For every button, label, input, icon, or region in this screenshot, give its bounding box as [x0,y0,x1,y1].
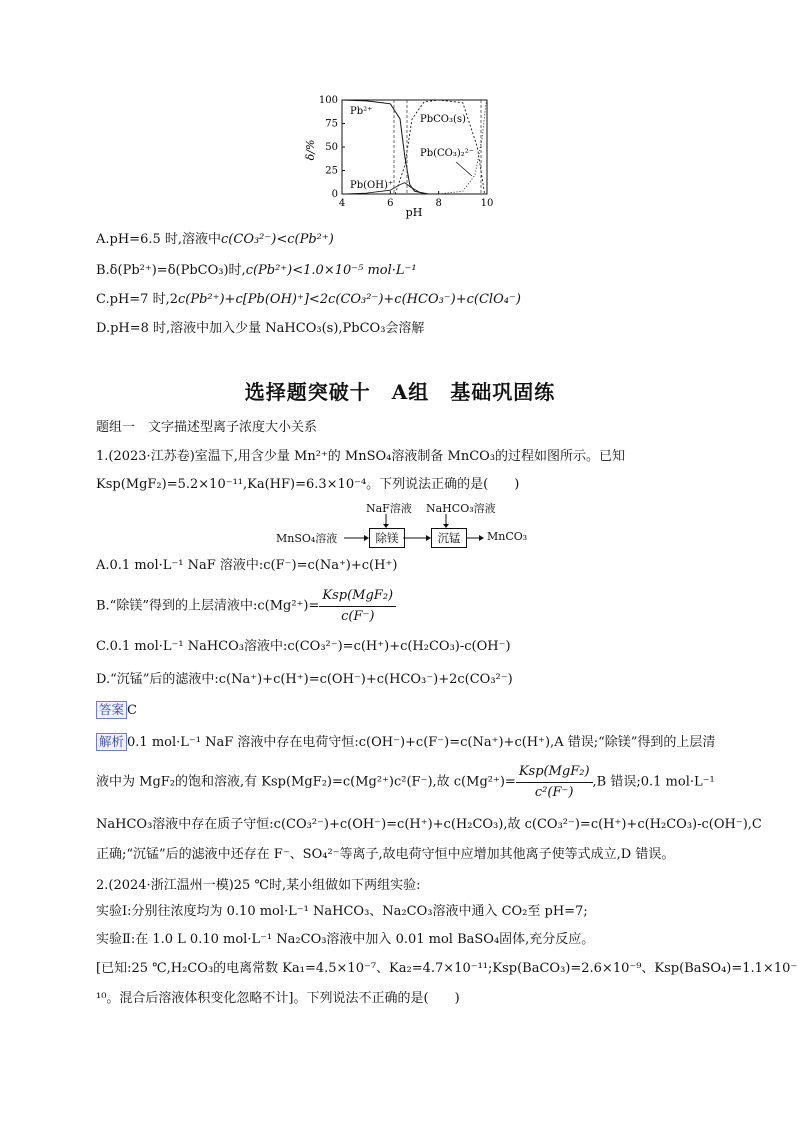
flow-diagram [276,500,536,550]
x-tick-label: 10 [480,198,494,209]
flow-step1: 除镁 [369,528,405,548]
q1-analysis-line4: 正确;“沉锰”后的滤液中还存在 F⁻、SO₄²⁻等离子,故电荷守恒中应增加其他离子使等式成立,D 错误。 [96,847,675,862]
q1-answer: 答案 C [96,701,137,720]
option-c: C.pH=7 时,2c(Pb²⁺)+c[Pb(OH)⁺]<2c(CO₃²⁻)+c(HCO₃⁻)+c(ClO₄⁻) [96,292,521,307]
distribution-chart [300,92,510,222]
x-axis-label: pH [405,206,423,219]
q1-stem-line1: 1.(2023·江苏卷)室温下,用含少量 Mn²⁺的 MnSO₄溶液制备 MnCO₃的过程如图所示。已知 [96,449,626,464]
q1-option-b: B.“除镁”得到的上层清液中:c(Mg²⁺)= $\frac{\text{Ksp(MgF₂)}}{c(F^-)}$ [96,586,396,627]
x-tick-label: 6 [387,198,394,209]
section-title: 选择题突破十 A组 基础巩固练 [244,380,556,404]
q1-option-a: A.0.1 mol·L⁻¹ NaF 溶液中:c(F⁻)=c(Na⁺)+c(H⁺) [96,558,398,573]
x-tick-label: 8 [435,198,442,209]
flow-start: MnSO₄溶液 [276,532,338,545]
y-tick-label: 75 [325,118,338,130]
flow-reagent2: NaHCO₃溶液 [426,502,496,515]
flow-step2: 沉锰 [431,528,467,548]
label-pboh: Pb(OH)⁺ [350,180,394,191]
x-tick-label: 4 [338,198,346,209]
q2-exp1: 实验Ⅰ:分别往浓度均为 0.10 mol·L⁻¹ NaHCO₃、Na₂CO₃溶液中通入 CO₂至 pH=7; [96,904,588,919]
y-tick-label: 0 [331,189,338,200]
label-arrow [456,162,472,176]
q1-analysis-line2: 液中为 MgF₂的饱和溶液,有 Ksp(MgF₂)=c(Mg²⁺)c²(F⁻),故 c(Mg²⁺)= $\frac{\text{Ksp(MgF₂)}}{\text{c²(F⁻)}}$ ,B 错误;0.1 mol·L⁻¹ [96,764,715,800]
answer-tag: 答案 [96,701,127,719]
q1-analysis-line1: 解析 0.1 mol·L⁻¹ NaF 溶液中存在电荷守恒:c(OH⁻)+c(F⁻)=c(Na⁺)+c(H⁺),A 错误;“除镁”得到的上层清 [96,733,715,752]
analysis-tag: 解析 [96,733,127,751]
q1-analysis-line3: NaHCO₃溶液中存在质子守恒:c(CO₃²⁻)+c(OH⁻)=c(H⁺)+c(H₂CO₃),故 c(CO₃²⁻)=c(H⁺)+c(H₂CO₃)-c(OH⁻),C [96,817,762,832]
flow-reagent1: NaF溶液 [366,502,412,515]
q1-option-c: C.0.1 mol·L⁻¹ NaHCO₃溶液中:c(CO₃²⁻)=c(H⁺)+c(H₂CO₃)-c(OH⁻) [96,639,511,654]
y-tick-label: 25 [325,165,338,177]
q1-stem-line2: Ksp(MgF₂)=5.2×10⁻¹¹,Ka(HF)=6.3×10⁻⁴。下列说法正确的是( ) [96,477,520,492]
option-a: A.pH=6.5 时,溶液中c(CO₃²⁻)<c(Pb²⁺) [96,232,334,247]
q1-option-d: D.“沉锰”后的滤液中:c(Na⁺)+c(H⁺)=c(OH⁻)+c(HCO₃⁻)+2c(CO₃²⁻) [96,672,513,687]
option-b: B.δ(Pb²⁺)=δ(PbCO₃)时,c(Pb²⁺)<1.0×10⁻⁵ mol·L⁻¹ [96,263,417,278]
y-axis-label: δ/% [304,139,317,161]
option-d: D.pH=8 时,溶液中加入少量 NaHCO₃(s),PbCO₃会溶解 [96,321,425,336]
flow-end: MnCO₃ [487,530,528,543]
y-tick-label: 50 [325,142,338,153]
q2-stem: 2.(2024·浙江温州一模)25 ℃时,某小组做如下两组实验: [96,878,421,893]
q2-given-line1: [已知:25 ℃,H₂CO₃的电离常数 Ka₁=4.5×10⁻⁷、Ka₂=4.7×10⁻¹¹;Ksp(BaCO₃)=2.6×10⁻⁹、Ksp(BaSO₄)=1.1×10⁻ [96,961,798,976]
y-tick-label: 100 [318,95,338,106]
q2-given-line2: ¹⁰。混合后溶液体积变化忽略不计]。下列说法不正确的是( ) [96,991,460,1006]
group-title: 题组一 文字描述型离子浓度大小关系 [96,420,318,435]
label-pbco3: PbCO₃(s) [420,114,466,125]
label-pbco32: Pb(CO₃)₂²⁻ [420,148,475,159]
q2-exp2: 实验Ⅱ:在 1.0 L 0.10 mol·L⁻¹ Na₂CO₃溶液中加入 0.01 mol BaSO₄固体,充分反应。 [96,932,595,947]
label-pb2: Pb²⁺ [350,106,373,117]
